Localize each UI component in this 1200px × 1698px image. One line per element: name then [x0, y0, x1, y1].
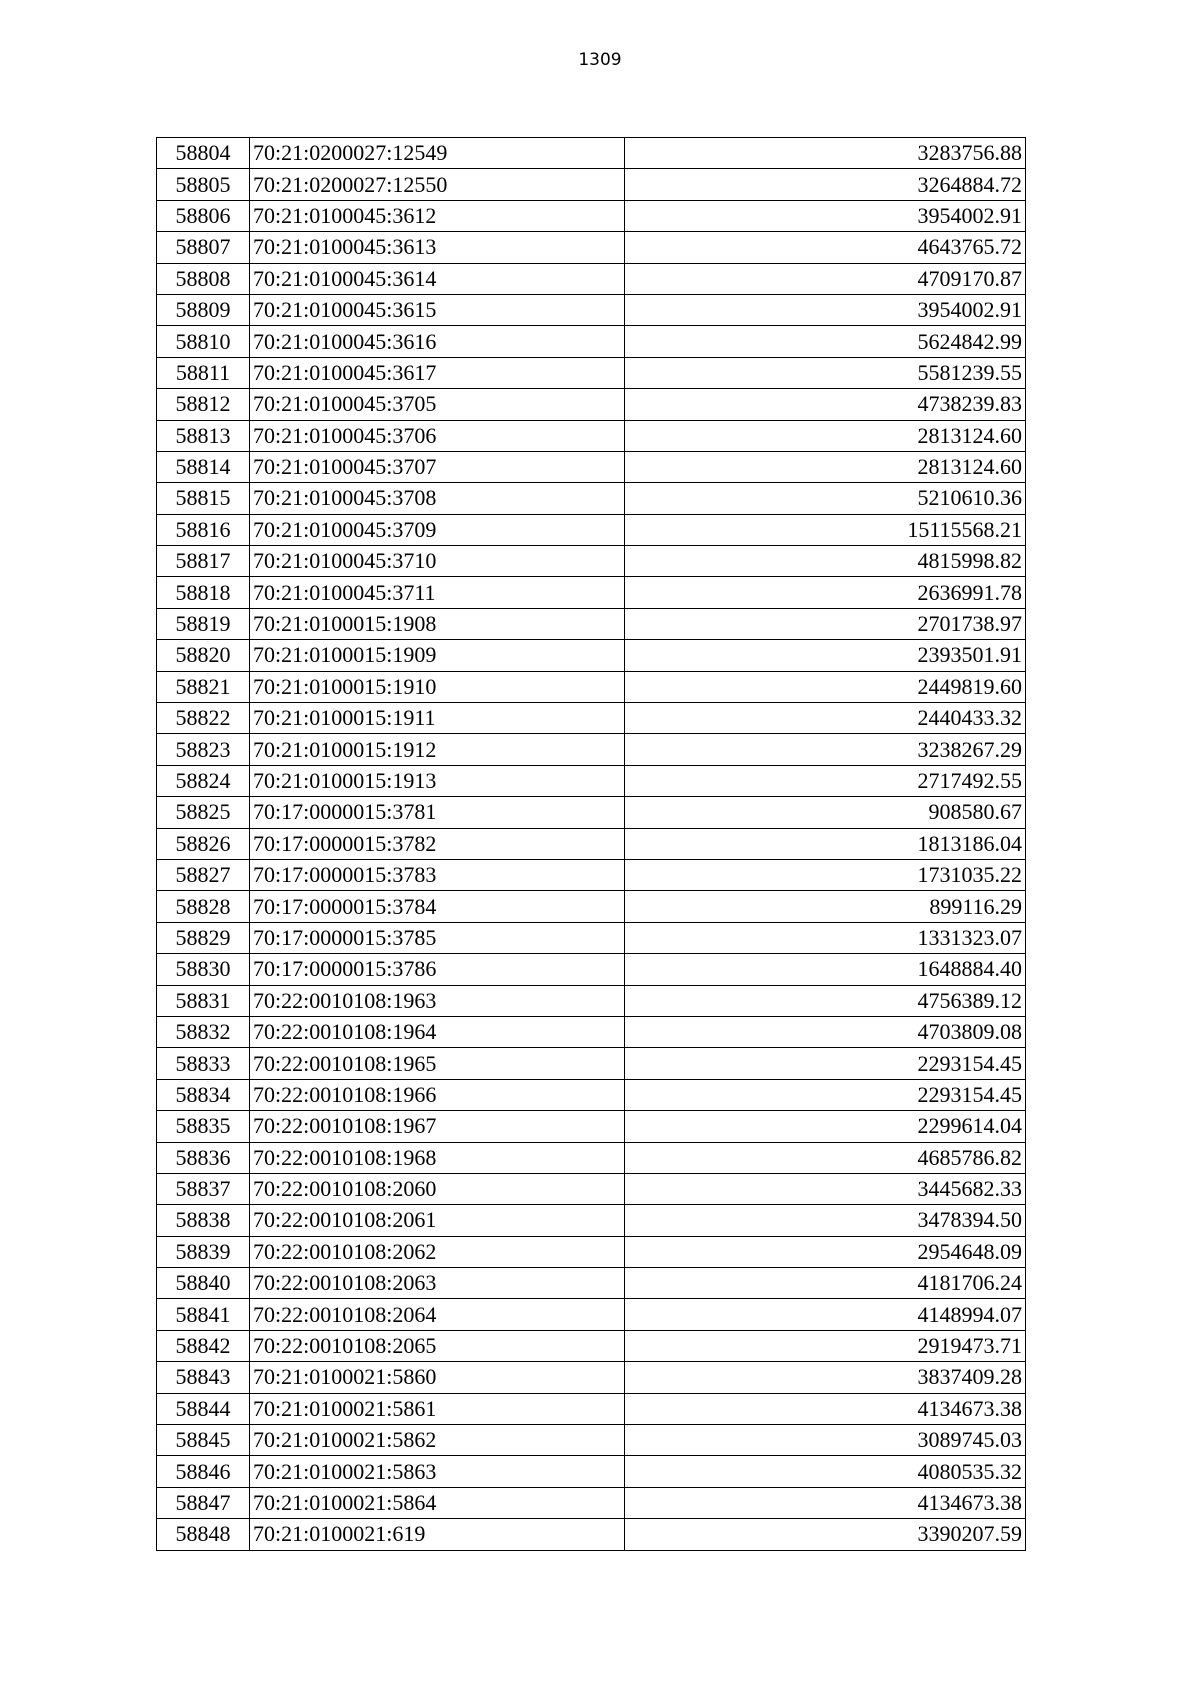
cadastral-value-cell: 2293154.45 — [625, 1079, 1026, 1110]
table-row — [157, 859, 1026, 890]
cadastral-value-cell: 2813124.60 — [625, 451, 1026, 482]
table-row — [157, 1079, 1026, 1110]
cadastral-number-cell: 70:17:0000015:3785 — [250, 922, 625, 953]
cadastral-number-cell: 70:21:0100045:3706 — [250, 420, 625, 451]
table-row — [157, 640, 1026, 671]
table-row — [157, 169, 1026, 200]
cadastral-number-cell: 70:21:0100015:1910 — [250, 671, 625, 702]
table-row — [157, 483, 1026, 514]
cadastral-number-cell: 70:21:0100045:3612 — [250, 200, 625, 231]
row-number-cell: 58827 — [157, 859, 250, 890]
row-number-cell: 58824 — [157, 765, 250, 796]
cadastral-value-cell: 2393501.91 — [625, 640, 1026, 671]
table-row — [157, 734, 1026, 765]
cadastral-value-cell: 4815998.82 — [625, 546, 1026, 577]
cadastral-number-cell: 70:17:0000015:3781 — [250, 797, 625, 828]
cadastral-number-cell: 70:21:0100045:3705 — [250, 389, 625, 420]
table-row — [157, 1456, 1026, 1487]
cadastral-value-cell: 3954002.91 — [625, 294, 1026, 325]
cadastral-value-cell: 3264884.72 — [625, 169, 1026, 200]
table-row — [157, 1487, 1026, 1518]
cadastral-value-cell: 4148994.07 — [625, 1299, 1026, 1330]
table-row — [157, 922, 1026, 953]
table-row — [157, 797, 1026, 828]
table-row — [157, 1111, 1026, 1142]
row-number-cell: 58808 — [157, 263, 250, 294]
row-number-cell: 58844 — [157, 1393, 250, 1424]
cadastral-number-cell: 70:21:0200027:12549 — [250, 138, 625, 169]
table-row — [157, 1016, 1026, 1047]
table-row — [157, 514, 1026, 545]
row-number-cell: 58846 — [157, 1456, 250, 1487]
cadastral-number-cell: 70:17:0000015:3784 — [250, 891, 625, 922]
row-number-cell: 58817 — [157, 546, 250, 577]
cadastral-number-cell: 70:22:0010108:2065 — [250, 1330, 625, 1361]
cadastral-number-cell: 70:22:0010108:1965 — [250, 1048, 625, 1079]
table-row — [157, 546, 1026, 577]
row-number-cell: 58826 — [157, 828, 250, 859]
row-number-cell: 58812 — [157, 389, 250, 420]
cadastral-value-cell: 3390207.59 — [625, 1519, 1026, 1550]
cadastral-value-cell: 2919473.71 — [625, 1330, 1026, 1361]
cadastral-value-cell: 15115568.21 — [625, 514, 1026, 545]
table-row — [157, 1173, 1026, 1204]
cadastral-number-cell: 70:22:0010108:2060 — [250, 1173, 625, 1204]
cadastral-value-cell: 4738239.83 — [625, 389, 1026, 420]
table-row — [157, 1519, 1026, 1550]
cadastral-value-cell: 4181706.24 — [625, 1268, 1026, 1299]
cadastral-value-cell: 3445682.33 — [625, 1173, 1026, 1204]
cadastral-value-cell: 2813124.60 — [625, 420, 1026, 451]
row-number-cell: 58822 — [157, 703, 250, 734]
row-number-cell: 58816 — [157, 514, 250, 545]
row-number-cell: 58810 — [157, 326, 250, 357]
row-number-cell: 58819 — [157, 608, 250, 639]
cadastral-number-cell: 70:22:0010108:2061 — [250, 1205, 625, 1236]
row-number-cell: 58821 — [157, 671, 250, 702]
cadastral-value-cell: 908580.67 — [625, 797, 1026, 828]
cadastral-number-cell: 70:21:0100021:5863 — [250, 1456, 625, 1487]
row-number-cell: 58815 — [157, 483, 250, 514]
table-row — [157, 1425, 1026, 1456]
table-body — [157, 138, 1026, 1551]
cadastral-number-cell: 70:21:0100015:1908 — [250, 608, 625, 639]
cadastral-number-cell: 70:21:0100021:5862 — [250, 1425, 625, 1456]
cadastral-number-cell: 70:21:0100021:5860 — [250, 1362, 625, 1393]
cadastral-number-cell: 70:17:0000015:3782 — [250, 828, 625, 859]
cadastral-value-cell: 1731035.22 — [625, 859, 1026, 890]
row-number-cell: 58840 — [157, 1268, 250, 1299]
cadastral-value-cell: 899116.29 — [625, 891, 1026, 922]
cadastral-value-cell: 3089745.03 — [625, 1425, 1026, 1456]
cadastral-number-cell: 70:22:0010108:2063 — [250, 1268, 625, 1299]
table-row — [157, 263, 1026, 294]
table-row — [157, 1048, 1026, 1079]
table-row — [157, 1393, 1026, 1424]
table-row — [157, 985, 1026, 1016]
cadastral-value-cell: 1331323.07 — [625, 922, 1026, 953]
table-row — [157, 828, 1026, 859]
row-number-cell: 58836 — [157, 1142, 250, 1173]
row-number-cell: 58842 — [157, 1330, 250, 1361]
row-number-cell: 58805 — [157, 169, 250, 200]
table-row — [157, 954, 1026, 985]
cadastral-value-cell: 2636991.78 — [625, 577, 1026, 608]
row-number-cell: 58820 — [157, 640, 250, 671]
table-row — [157, 232, 1026, 263]
cadastral-value-cell: 2954648.09 — [625, 1236, 1026, 1267]
cadastral-value-cell: 2717492.55 — [625, 765, 1026, 796]
row-number-cell: 58839 — [157, 1236, 250, 1267]
cadastral-value-cell: 2299614.04 — [625, 1111, 1026, 1142]
cadastral-number-cell: 70:17:0000015:3786 — [250, 954, 625, 985]
row-number-cell: 58830 — [157, 954, 250, 985]
cadastral-value-cell: 2449819.60 — [625, 671, 1026, 702]
row-number-cell: 58809 — [157, 294, 250, 325]
cadastral-number-cell: 70:21:0100015:1909 — [250, 640, 625, 671]
table-row — [157, 1330, 1026, 1361]
row-number-cell: 58814 — [157, 451, 250, 482]
row-number-cell: 58831 — [157, 985, 250, 1016]
cadastral-number-cell: 70:21:0100015:1912 — [250, 734, 625, 765]
table-row — [157, 703, 1026, 734]
row-number-cell: 58848 — [157, 1519, 250, 1550]
page-number: 1309 — [578, 50, 622, 70]
row-number-cell: 58804 — [157, 138, 250, 169]
cadastral-number-cell: 70:22:0010108:1964 — [250, 1016, 625, 1047]
table-row — [157, 671, 1026, 702]
cadastral-number-cell: 70:21:0100045:3615 — [250, 294, 625, 325]
table-row — [157, 420, 1026, 451]
table-row — [157, 1142, 1026, 1173]
cadastral-number-cell: 70:21:0100045:3709 — [250, 514, 625, 545]
table-row — [157, 1362, 1026, 1393]
cadastral-number-cell: 70:22:0010108:2064 — [250, 1299, 625, 1330]
table-row — [157, 138, 1026, 169]
table-row — [157, 765, 1026, 796]
cadastral-value-cell: 1813186.04 — [625, 828, 1026, 859]
cadastral-number-cell: 70:21:0100045:3614 — [250, 263, 625, 294]
row-number-cell: 58843 — [157, 1362, 250, 1393]
cadastral-number-cell: 70:21:0100045:3617 — [250, 357, 625, 388]
table-row — [157, 451, 1026, 482]
table-row — [157, 200, 1026, 231]
cadastral-number-cell: 70:22:0010108:1968 — [250, 1142, 625, 1173]
cadastral-number-cell: 70:21:0100045:3711 — [250, 577, 625, 608]
row-number-cell: 58833 — [157, 1048, 250, 1079]
table-row — [157, 389, 1026, 420]
table-row — [157, 577, 1026, 608]
table-row — [157, 608, 1026, 639]
row-number-cell: 58837 — [157, 1173, 250, 1204]
cadastral-number-cell: 70:21:0100015:1913 — [250, 765, 625, 796]
cadastral-value-cell: 1648884.40 — [625, 954, 1026, 985]
cadastral-number-cell: 70:21:0100045:3616 — [250, 326, 625, 357]
cadastral-number-cell: 70:21:0100021:619 — [250, 1519, 625, 1550]
row-number-cell: 58832 — [157, 1016, 250, 1047]
row-number-cell: 58806 — [157, 200, 250, 231]
cadastral-value-cell: 4643765.72 — [625, 232, 1026, 263]
cadastral-value-cell: 5624842.99 — [625, 326, 1026, 357]
cadastral-value-cell: 3283756.88 — [625, 138, 1026, 169]
cadastral-value-cell: 4080535.32 — [625, 1456, 1026, 1487]
row-number-cell: 58829 — [157, 922, 250, 953]
cadastral-value-cell: 4756389.12 — [625, 985, 1026, 1016]
cadastral-number-cell: 70:21:0100021:5861 — [250, 1393, 625, 1424]
row-number-cell: 58834 — [157, 1079, 250, 1110]
cadastral-number-cell: 70:21:0100045:3707 — [250, 451, 625, 482]
table-row — [157, 357, 1026, 388]
table-row — [157, 1299, 1026, 1330]
cadastral-number-cell: 70:21:0100045:3613 — [250, 232, 625, 263]
cadastral-value-cell: 5210610.36 — [625, 483, 1026, 514]
cadastral-number-cell: 70:21:0100021:5864 — [250, 1487, 625, 1518]
cadastral-number-cell: 70:21:0100045:3710 — [250, 546, 625, 577]
cadastral-number-cell: 70:22:0010108:2062 — [250, 1236, 625, 1267]
cadastral-value-cell: 4134673.38 — [625, 1393, 1026, 1424]
cadastral-value-cell: 4709170.87 — [625, 263, 1026, 294]
cadastral-number-cell: 70:21:0100015:1911 — [250, 703, 625, 734]
cadastral-value-cell: 4134673.38 — [625, 1487, 1026, 1518]
table-row — [157, 1205, 1026, 1236]
cadastral-number-cell: 70:21:0100045:3708 — [250, 483, 625, 514]
table-row — [157, 294, 1026, 325]
table-row — [157, 1268, 1026, 1299]
cadastral-value-table — [156, 137, 1026, 1551]
cadastral-number-cell: 70:17:0000015:3783 — [250, 859, 625, 890]
cadastral-value-cell: 2293154.45 — [625, 1048, 1026, 1079]
row-number-cell: 58825 — [157, 797, 250, 828]
cadastral-number-cell: 70:22:0010108:1963 — [250, 985, 625, 1016]
row-number-cell: 58807 — [157, 232, 250, 263]
cadastral-value-cell: 3837409.28 — [625, 1362, 1026, 1393]
row-number-cell: 58845 — [157, 1425, 250, 1456]
cadastral-value-cell: 2701738.97 — [625, 608, 1026, 639]
cadastral-number-cell: 70:21:0200027:12550 — [250, 169, 625, 200]
cadastral-value-cell: 3238267.29 — [625, 734, 1026, 765]
cadastral-value-cell: 4703809.08 — [625, 1016, 1026, 1047]
cadastral-value-cell: 4685786.82 — [625, 1142, 1026, 1173]
cadastral-value-cell: 5581239.55 — [625, 357, 1026, 388]
row-number-cell: 58823 — [157, 734, 250, 765]
row-number-cell: 58835 — [157, 1111, 250, 1142]
row-number-cell: 58838 — [157, 1205, 250, 1236]
row-number-cell: 58818 — [157, 577, 250, 608]
table-row — [157, 1236, 1026, 1267]
row-number-cell: 58813 — [157, 420, 250, 451]
table-row — [157, 891, 1026, 922]
row-number-cell: 58847 — [157, 1487, 250, 1518]
cadastral-value-cell: 3954002.91 — [625, 200, 1026, 231]
cadastral-number-cell: 70:22:0010108:1966 — [250, 1079, 625, 1110]
row-number-cell: 58811 — [157, 357, 250, 388]
cadastral-value-cell: 2440433.32 — [625, 703, 1026, 734]
row-number-cell: 58841 — [157, 1299, 250, 1330]
row-number-cell: 58828 — [157, 891, 250, 922]
table-row — [157, 326, 1026, 357]
cadastral-number-cell: 70:22:0010108:1967 — [250, 1111, 625, 1142]
cadastral-value-cell: 3478394.50 — [625, 1205, 1026, 1236]
